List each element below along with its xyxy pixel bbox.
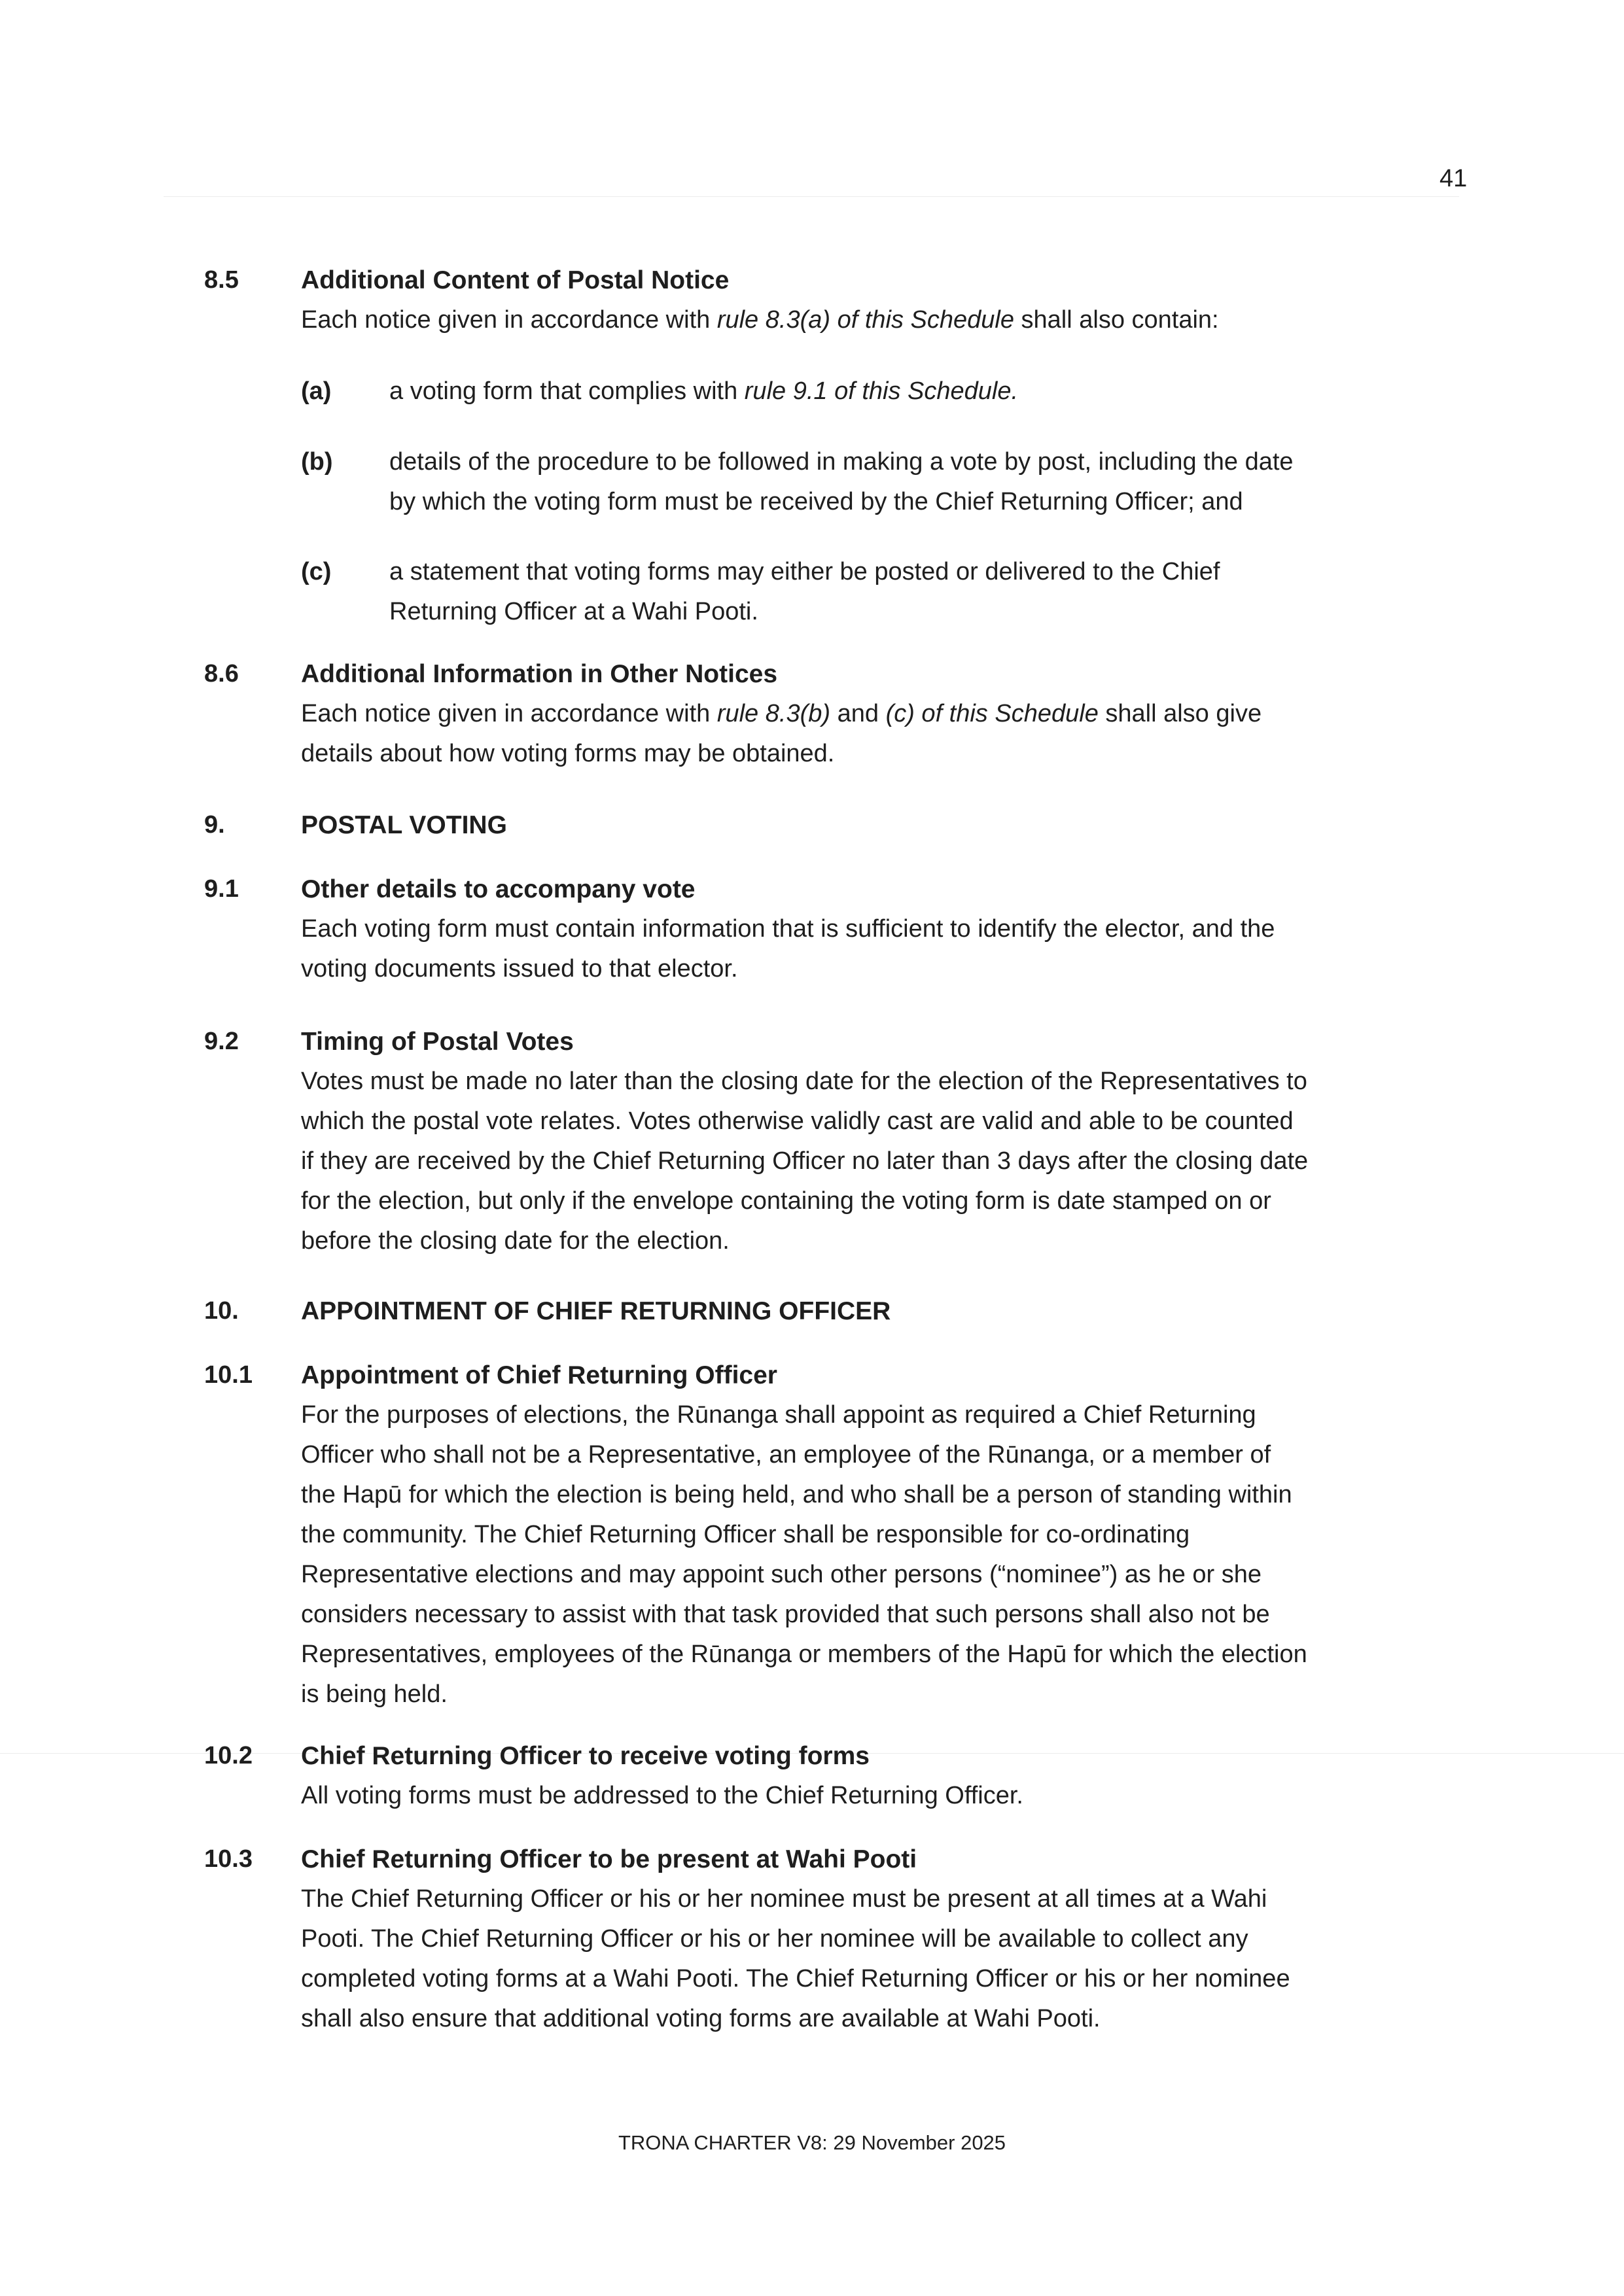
section-text: details about how voting forms may be obtained. bbox=[301, 740, 835, 767]
section-number: 9.1 bbox=[204, 875, 239, 903]
section-text: Each notice given in accordance with rule 8.3(b) and (c) of this Schedule shall also give bbox=[301, 700, 1262, 727]
list-label: (b) bbox=[301, 448, 333, 476]
section-text: the community. The Chief Returning Officer shall be responsible for co-ordinating bbox=[301, 1521, 1190, 1548]
section-9-2 bbox=[204, 1022, 1428, 1261]
section-number: 10. bbox=[204, 1297, 239, 1325]
section-text: Votes must be made no later than the closing date for the election of the Representatives to bbox=[301, 1068, 1307, 1095]
section-text: Each voting form must contain information that is sufficient to identify the elector, and the bbox=[301, 915, 1275, 943]
section-text: For the purposes of elections, the Rūnanga shall appoint as required a Chief Returning bbox=[301, 1401, 1256, 1429]
list-text: a statement that voting forms may either be posted or delivered to the Chief Returning Officer at a Wahi Pooti. bbox=[389, 558, 1220, 625]
section-title: Additional Information in Other Notices bbox=[301, 660, 778, 688]
section-number: 8.5 bbox=[204, 266, 239, 294]
section-text: completed voting forms at a Wahi Pooti. The Chief Returning Officer or his or her nominee bbox=[301, 1965, 1290, 1992]
section-10 bbox=[204, 1291, 1428, 1331]
section-8-5 bbox=[204, 260, 1428, 340]
section-number: 9.2 bbox=[204, 1028, 239, 1055]
section-title: Chief Returning Officer to receive voting forms bbox=[301, 1742, 870, 1770]
section-title: Other details to accompany vote bbox=[301, 875, 696, 903]
list-label: (a) bbox=[301, 377, 332, 405]
section-title: Chief Returning Officer to be present at Wahi Pooti bbox=[301, 1845, 917, 1873]
section-text: All voting forms must be addressed to the Chief Returning Officer. bbox=[301, 1782, 1023, 1809]
section-text: if they are received by the Chief Returning Officer no later than 3 days after the closing date bbox=[301, 1147, 1309, 1175]
section-text: Representative elections and may appoint such other persons (“nominee”) as he or she bbox=[301, 1561, 1262, 1588]
section-text: Representatives, employees of the Rūnanga or members of the Hapū for which the election bbox=[301, 1641, 1307, 1668]
section-title: APPOINTMENT OF CHIEF RETURNING OFFICER bbox=[301, 1297, 891, 1325]
section-text: The Chief Returning Officer or his or her nominee must be present at all times at a Wahi bbox=[301, 1885, 1267, 1913]
section-number: 8.6 bbox=[204, 660, 239, 687]
section-text: the Hapū for which the election is being held, and who shall be a person of standing within bbox=[301, 1481, 1292, 1508]
page-number: 41 bbox=[1439, 165, 1468, 192]
section-title: POSTAL VOTING bbox=[301, 811, 507, 839]
section-number: 10.1 bbox=[204, 1361, 253, 1389]
section-title: Appointment of Chief Returning Officer bbox=[301, 1361, 777, 1389]
section-text: voting documents issued to that elector. bbox=[301, 955, 738, 983]
section-8-6 bbox=[204, 654, 1428, 774]
list-item-b bbox=[301, 442, 1426, 522]
section-title: Additional Content of Postal Notice bbox=[301, 266, 730, 294]
section-text: considers necessary to assist with that task provided that such persons shall also not be bbox=[301, 1601, 1270, 1628]
section-9-1 bbox=[204, 869, 1428, 989]
section-number: 9. bbox=[204, 811, 225, 839]
scan-line-top bbox=[164, 196, 1459, 197]
page-footer: TRONA CHARTER V8: 29 November 2025 bbox=[618, 2131, 1006, 2154]
section-10-1 bbox=[204, 1355, 1428, 1714]
section-number: 10.2 bbox=[204, 1742, 253, 1769]
list-item-c bbox=[301, 552, 1426, 632]
list-text: details of the procedure to be followed in making a vote by post, including the date by which the voting form must be received by the Chief Returning Officer; and bbox=[389, 448, 1294, 515]
section-title: Timing of Postal Votes bbox=[301, 1028, 574, 1056]
section-text: for the election, but only if the envelope containing the voting form is date stamped on or bbox=[301, 1187, 1271, 1215]
section-9 bbox=[204, 805, 1428, 845]
section-text: Officer who shall not be a Representative, an employee of the Rūnanga, or a member of bbox=[301, 1441, 1271, 1469]
list-item-a bbox=[301, 372, 1426, 411]
list-label: (c) bbox=[301, 558, 332, 585]
section-10-2 bbox=[204, 1736, 1428, 1816]
section-text: Pooti. The Chief Returning Officer or his or her nominee will be available to collect any bbox=[301, 1925, 1248, 1953]
section-text: before the closing date for the election. bbox=[301, 1227, 730, 1255]
section-number: 10.3 bbox=[204, 1845, 253, 1873]
section-text: is being held. bbox=[301, 1680, 448, 1708]
section-text: Each notice given in accordance with rule 8.3(a) of this Schedule shall also contain: bbox=[301, 306, 1219, 334]
section-text: shall also ensure that additional voting forms are available at Wahi Pooti. bbox=[301, 2005, 1101, 2032]
list-text: a voting form that complies with rule 9.1 of this Schedule. bbox=[389, 377, 1019, 405]
section-text: which the postal vote relates. Votes otherwise validly cast are valid and able to be counted bbox=[301, 1107, 1294, 1135]
section-10-3 bbox=[204, 1839, 1428, 2039]
